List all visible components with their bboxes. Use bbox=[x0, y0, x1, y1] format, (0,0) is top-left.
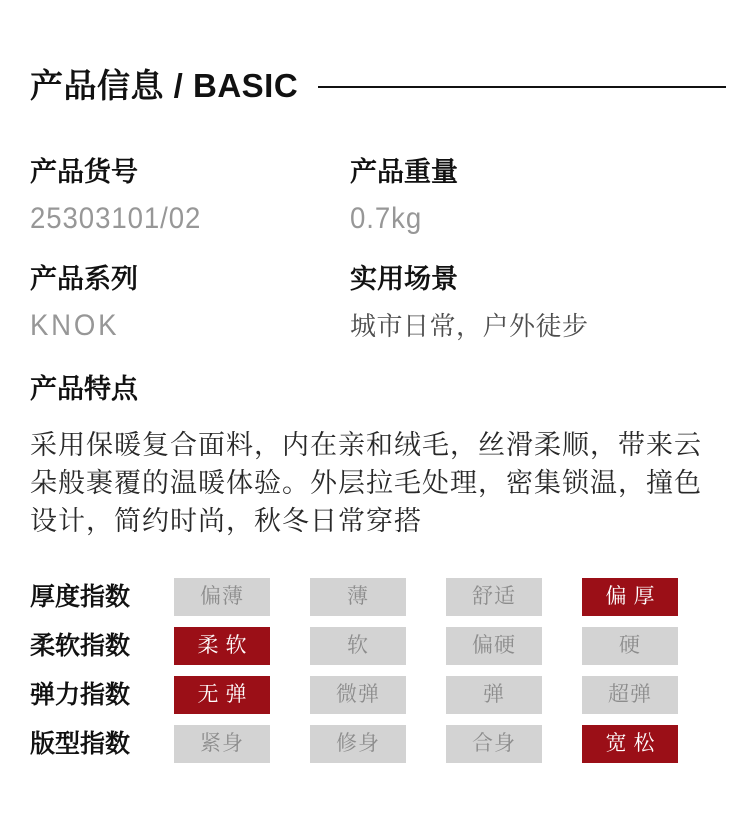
index-option: 微弹 bbox=[310, 676, 406, 714]
field-scenes bbox=[350, 263, 750, 370]
index-option: 偏硬 bbox=[446, 627, 542, 665]
page-title: 产品信息 / BASIC bbox=[30, 67, 299, 104]
index-option: 偏薄 bbox=[174, 578, 270, 616]
features-paragraph bbox=[30, 426, 730, 540]
field-weight bbox=[350, 156, 750, 263]
index-option: 软 bbox=[310, 627, 406, 665]
header-divider-line bbox=[318, 86, 726, 88]
index-grid bbox=[30, 578, 678, 774]
index-option: 舒适 bbox=[446, 578, 542, 616]
field-label: 产品系列 bbox=[30, 264, 138, 294]
section-features bbox=[30, 372, 730, 540]
index-option-selected: 柔软 bbox=[174, 627, 270, 665]
features-line: 采用保暖复合面料，内在亲和绒毛，丝滑柔顺，带来云 bbox=[30, 430, 702, 460]
index-option-selected: 宽松 bbox=[582, 725, 678, 763]
field-value: 25303101/02 bbox=[30, 202, 202, 235]
index-option-selected: 无弹 bbox=[174, 676, 270, 714]
index-row-label: 柔软指数 bbox=[30, 632, 131, 660]
index-row-label: 弹力指数 bbox=[30, 681, 131, 709]
index-option: 合身 bbox=[446, 725, 542, 763]
field-label: 产品货号 bbox=[30, 157, 138, 187]
field-value: 城市日常，户外徒步 bbox=[350, 311, 589, 341]
features-line: 设计，简约时尚，秋冬日常穿搭 bbox=[30, 506, 422, 536]
index-option: 超弹 bbox=[582, 676, 678, 714]
index-option: 弹 bbox=[446, 676, 542, 714]
field-label: 产品重量 bbox=[350, 157, 458, 187]
index-row-label: 版型指数 bbox=[30, 730, 131, 758]
index-option: 硬 bbox=[582, 627, 678, 665]
index-row-softness bbox=[30, 627, 678, 665]
index-row-elasticity bbox=[30, 676, 678, 714]
field-item-number bbox=[30, 156, 350, 263]
index-option: 紧身 bbox=[174, 725, 270, 763]
index-option: 修身 bbox=[310, 725, 406, 763]
features-line: 朵般裹覆的温暖体验。外层拉毛处理，密集锁温，撞色 bbox=[30, 468, 702, 498]
field-series bbox=[30, 263, 350, 370]
section-header bbox=[30, 66, 726, 106]
index-row-label: 厚度指数 bbox=[30, 583, 131, 611]
field-label: 实用场景 bbox=[350, 264, 458, 294]
index-option: 薄 bbox=[310, 578, 406, 616]
basic-info-grid bbox=[30, 156, 750, 370]
index-row-thickness bbox=[30, 578, 678, 616]
features-heading: 产品特点 bbox=[30, 374, 138, 404]
index-option-selected: 偏厚 bbox=[582, 578, 678, 616]
field-value: 0.7kg bbox=[350, 202, 423, 235]
field-value: KNOK bbox=[30, 309, 120, 342]
index-row-fit bbox=[30, 725, 678, 763]
